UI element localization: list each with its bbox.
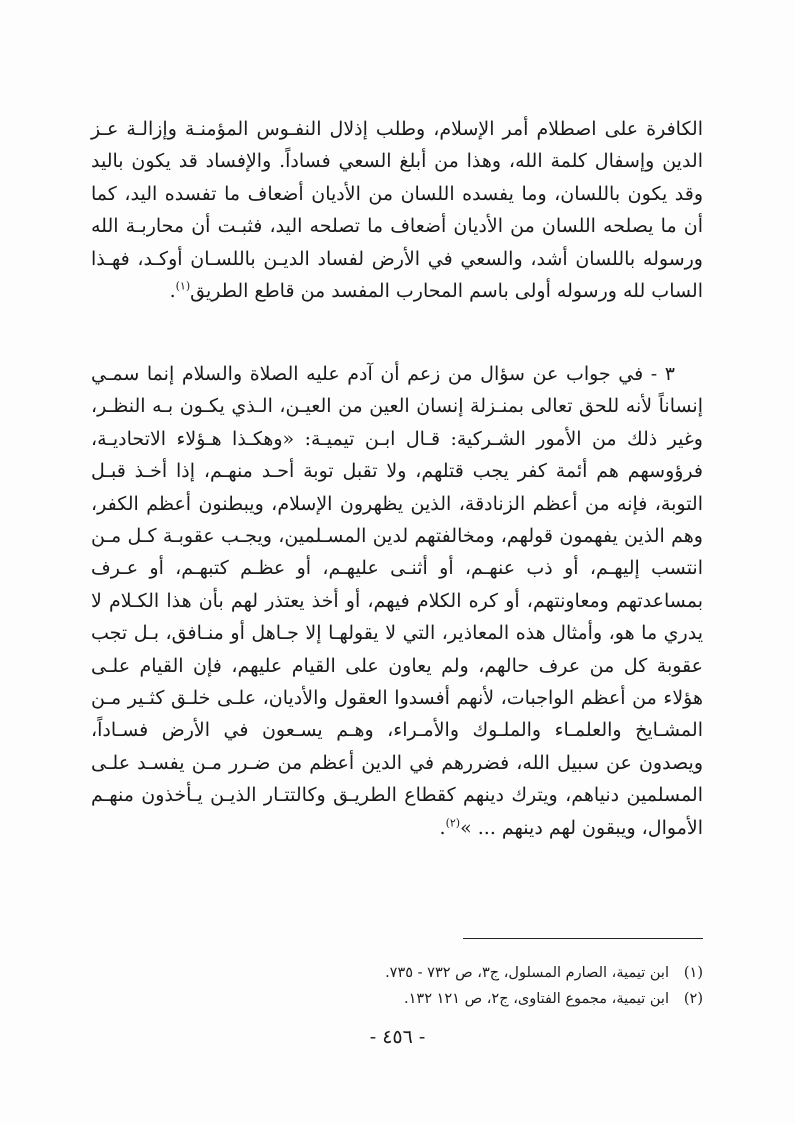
footnotes [91, 960, 703, 1012]
footnote-item [91, 960, 703, 986]
paragraph-2-period: . [439, 816, 446, 839]
paragraph-1-text [91, 113, 703, 307]
footnote-text: ابن تيمية، الصارم المسلول، ج٣، ص ٧٣٢ - ٧٣٥. [385, 965, 669, 981]
footnote-text: ابن تيمية، مجموع الفتاوى، ج٢، ص ١٢١ ١٣٢. [404, 991, 669, 1007]
paragraph-1-period: . [169, 280, 176, 303]
footnote-separator [463, 938, 703, 939]
footnote-number: (١) [683, 965, 703, 981]
paragraph-2-text [91, 358, 703, 844]
footnote-ref-1: (١) [175, 279, 191, 293]
page-number: - ٤٥٦ - [369, 1026, 426, 1048]
footnote-item [91, 986, 703, 1012]
footnote-ref-2: (٢) [445, 816, 461, 830]
footnote-number: (٢) [683, 991, 703, 1007]
paragraph-1-body: الكافرة على اصطلام أمر الإسلام، وطلب إذلال النفـوس المؤمنـة وإزالـة عـز الدين وإسفال كلمة الله، وهذا من أبلغ السعي فساداً. والإفساد قد يكون باليد وقد يكون باللسان، وما يفسده اللسان من الأديان أضعاف ما تفسده اليد، كما أن ما يصلحه اللسان من الأديان أضعاف ما تصلحه اليد، فثبـت أن محاربـة الله ورسوله باللسان أشد، والسعي في الأرض لفساد الديـن باللسـان أوكـد، فهـذا الساب لله ورسوله أولى باسم المحارب المفسد من قاطع الطريق [91, 118, 703, 303]
paragraph-1 [91, 113, 703, 307]
paragraph-2-body: ٣ - في جواب عن سؤال من زعم أن آدم عليه الصلاة والسلام إنما سمـي إنساناً لأنه للحق تعالى بمنـزلة إنسان العين من العيـن، الـذي يكـون بـه النظـر، وغير ذلك من الأمور الشـركية: قـال ابـن تيميـة: «وهكـذا هـؤلاء الاتحاديـة، فرؤوسهم هم أئمة كفر يجب قتلهم، ولا تقبل توبة أحـد منهـم، إذا أخـذ قبـل التوبة، فإنه من أعظم الزنادقة، الذين يظهرون الإسلام، ويبطنون أعظم الكفر، وهم الذين يفهمون قولهم، ومخالفتهم لدين المسـلمين، ويجـب عقوبـة كـل مـن انتسب إليهـم، أو ذب عنهـم، أو أثنـى عليهـم، أو عظـم كتبهـم، أو عـرف بمساعدتهم ومعاونتهم، أو كره الكلام فيهم، أو أخذ يعتذر لهم بأن هذا الكـلام لا يدري ما هو، وأمثال هذه المعاذير، التي لا يقولهـا إلا جـاهل أو منـافق، بـل تجب عقوبة كل من عرف حالهم، ولم يعاون على القيام عليهم، فإن القيام علـى هؤلاء من أعظم الواجبات، لأنهم أفسدوا العقول والأديان، علـى خلـق كثـير مـن المشـايخ والعلمـاء والملـوك والأمـراء، وهـم يسـعون في الأرض فسـاداً، ويصدون عن سبيل الله، فضررهم في الدين أعظم من ضـرر مـن يفسـد علـى المسلمين دنياهم، ويترك دينهم كقطاع الطريـق وكالتتـار الذيـن يـأخذون منهـم الأموال، ويبقون لهم دينهم ... » [91, 363, 703, 839]
paragraph-2 [91, 358, 703, 844]
